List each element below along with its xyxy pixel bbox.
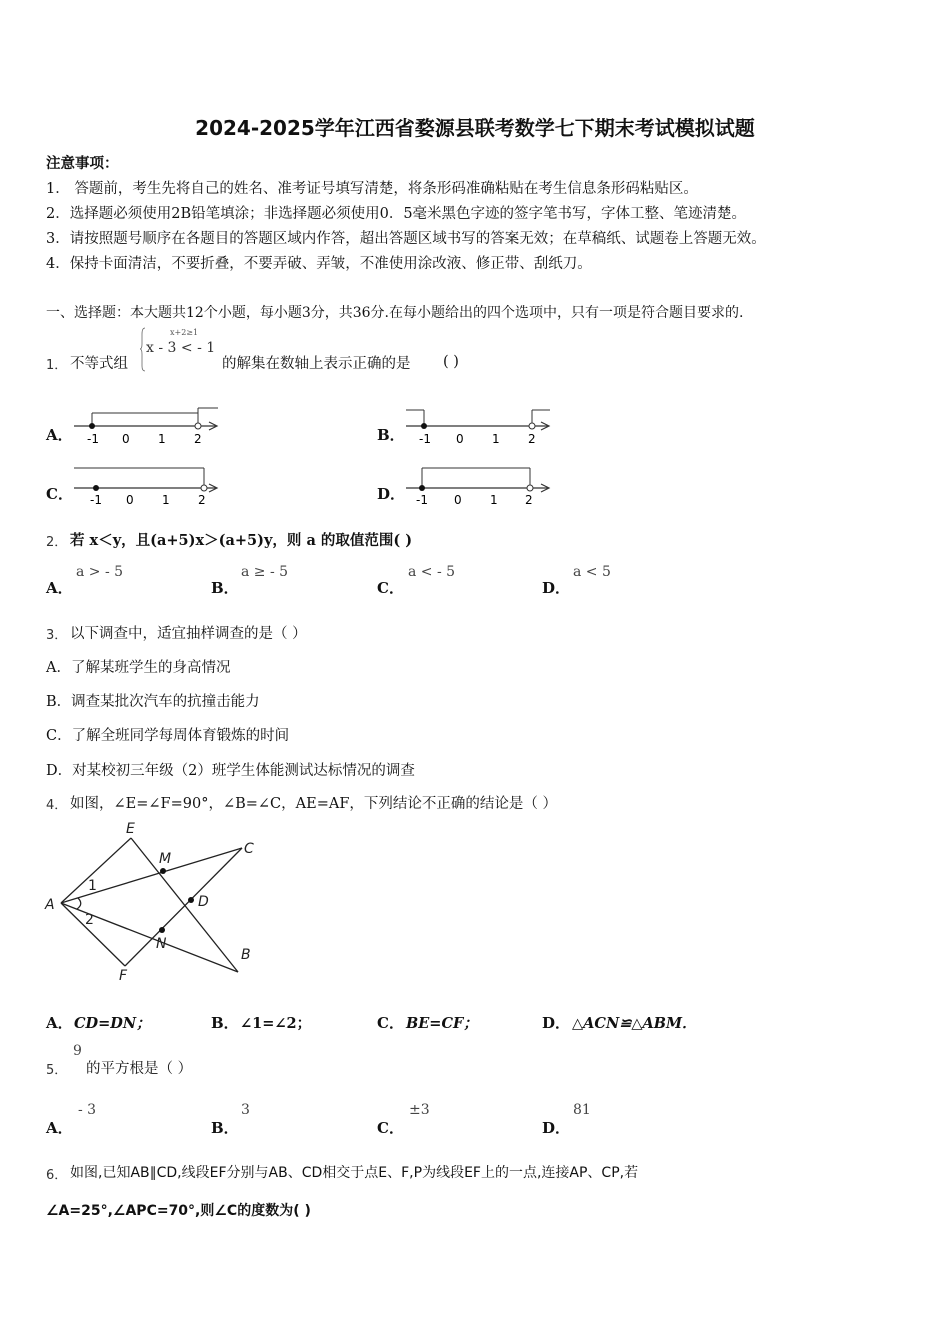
label-n: N: [156, 936, 167, 952]
q6-stem-line-2: ∠A=25°,∠APC=70°,则∠C的度数为( ): [46, 1203, 311, 1219]
notice-item-2: 2．选择题必须使用2B铅笔填涂；非选择题必须使用0．5毫米黑色字迹的签字笔书写，字体工整、笔迹清楚。: [46, 206, 747, 222]
q5-option-c-label[interactable]: C．: [377, 1119, 404, 1137]
q3-option-d[interactable]: D．对某校初三年级（2）班学生体能测试达标情况的调查: [46, 763, 415, 779]
q5-option-b-value[interactable]: 3: [241, 1102, 250, 1118]
q2-option-c-value[interactable]: a < - 5: [408, 564, 456, 580]
tick-label: -1: [87, 432, 99, 446]
tick-label: 1: [158, 432, 166, 446]
q4-number: 4．: [46, 798, 68, 813]
tick-label: 2: [198, 493, 206, 507]
q5-stem: 的平方根是（ ）: [86, 1061, 193, 1077]
q1-stem-pre: 不等式组: [70, 356, 128, 372]
q5-option-d-value[interactable]: 81: [573, 1102, 591, 1118]
label-1: 1: [88, 878, 97, 894]
q1-option-c-label[interactable]: C．: [46, 485, 73, 503]
notice-heading: 注意事项：: [46, 155, 119, 172]
q5-option-b-label[interactable]: B．: [211, 1119, 239, 1137]
q2-option-b-label[interactable]: B．: [211, 579, 239, 597]
q1-system-top: x+2≥1: [170, 328, 199, 337]
tick-label: 2: [525, 493, 533, 507]
q2-number: 2．: [46, 535, 68, 550]
q1-option-b-numberline[interactable]: [402, 404, 562, 448]
label-c: C: [244, 841, 254, 857]
label-m: M: [159, 851, 172, 867]
q2-option-d-value[interactable]: a < 5: [573, 564, 611, 580]
q3-option-a[interactable]: A．了解某班学生的身高情况: [46, 660, 231, 676]
q2-stem: 若 x＜y，且(a+5)x＞(a+5)y，则 a 的取值范围( ): [70, 532, 413, 549]
tick-label: 0: [454, 493, 462, 507]
tick-label: 0: [126, 493, 134, 507]
q6-stem-line-1: 如图,已知AB∥CD,线段EF分别与AB、CD相交于点E、F,P为线段EF上的一点,连接AP、CP,若: [70, 1165, 639, 1181]
q4-stem: 如图，∠E=∠F=90°，∠B=∠C，AE=AF，下列结论不正确的结论是（ ）: [70, 796, 557, 812]
tick-label: 1: [492, 432, 500, 446]
q1-option-c-numberline[interactable]: [70, 462, 230, 508]
q4-option-c-value[interactable]: BE=CF；: [406, 1015, 478, 1032]
q5-number: 5．: [46, 1063, 68, 1078]
q2-option-b-value[interactable]: a ≥ - 5: [241, 564, 289, 580]
tick-label: -1: [419, 432, 431, 446]
q5-option-a-label[interactable]: A．: [46, 1119, 73, 1137]
page-title: 2024-2025学年江西省婺源县联考数学七下期末考试模拟试题: [195, 116, 755, 140]
q5-option-c-value[interactable]: ±3: [409, 1102, 430, 1118]
q4-option-c-label[interactable]: C．: [377, 1014, 404, 1032]
q2-option-a-value[interactable]: a > - 5: [76, 564, 124, 580]
notice-item-1: 1． 答题前，考生先将自己的姓名、准考证号填写清楚，将条形码准确粘贴在考生信息条形码粘贴区。: [46, 181, 698, 197]
q4-option-b-label[interactable]: B．: [211, 1014, 239, 1032]
notice-item-3: 3．请按照题号顺序在各题目的答题区域内作答，超出答题区域书写的答案无效；在草稿纸、试题卷上答题无效。: [46, 231, 766, 247]
q2-option-c-label[interactable]: C．: [377, 579, 404, 597]
label-d: D: [198, 894, 209, 910]
q1-system-bottom: x - 3 < - 1: [146, 340, 216, 356]
q3-option-b[interactable]: B．调查某批次汽车的抗撞击能力: [46, 694, 260, 710]
q3-number: 3．: [46, 628, 68, 643]
q3-stem: 以下调查中，适宜抽样调查的是（ ）: [70, 626, 307, 642]
q3-option-c[interactable]: C．了解全班同学每周体育锻炼的时间: [46, 728, 290, 744]
q1-number: 1．: [46, 358, 68, 373]
tick-label: 1: [490, 493, 498, 507]
label-2: 2: [85, 912, 94, 928]
label-b: B: [241, 947, 251, 963]
tick-label: -1: [90, 493, 102, 507]
q1-paren: ( ): [443, 354, 459, 370]
q2-option-d-label[interactable]: D．: [542, 579, 571, 597]
tick-label: 0: [122, 432, 130, 446]
tick-label: 1: [162, 493, 170, 507]
q5-radicand: 9: [73, 1043, 82, 1059]
tick-label: 0: [456, 432, 464, 446]
q1-inequality-system: [140, 326, 220, 372]
label-e: E: [126, 821, 135, 837]
q4-option-a-value[interactable]: CD=DN；: [74, 1015, 151, 1032]
tick-label: 2: [194, 432, 202, 446]
q1-option-b-label[interactable]: B．: [377, 426, 405, 444]
tick-label: 2: [528, 432, 536, 446]
label-a: A: [45, 897, 55, 913]
q5-option-d-label[interactable]: D．: [542, 1119, 571, 1137]
notice-item-4: 4．保持卡面清洁，不要折叠，不要弄破、弄皱，不准使用涂改液、修正带、刮纸刀。: [46, 256, 592, 272]
q1-option-d-numberline[interactable]: [402, 462, 562, 508]
q1-option-d-label[interactable]: D．: [377, 485, 406, 503]
q1-stem-post: 的解集在数轴上表示正确的是: [222, 356, 411, 372]
q5-option-a-value[interactable]: - 3: [78, 1102, 97, 1118]
q4-geometry-figure: [40, 818, 270, 988]
q1-option-a-numberline[interactable]: [70, 404, 230, 448]
q4-option-a-label[interactable]: A．: [46, 1014, 73, 1032]
q6-number: 6．: [46, 1168, 68, 1183]
q4-option-b-value[interactable]: ∠1=∠2；: [240, 1015, 312, 1032]
tick-label: -1: [416, 493, 428, 507]
q2-option-a-label[interactable]: A．: [46, 579, 73, 597]
label-f: F: [119, 968, 128, 984]
q4-option-d-label[interactable]: D．: [542, 1014, 571, 1032]
section-1-heading: 一、选择题：本大题共12个小题，每小题3分，共36分.在每小题给出的四个选项中，只有一项是符合题目要求的.: [46, 305, 744, 321]
q1-option-a-label[interactable]: A．: [46, 426, 73, 444]
q4-option-d-value[interactable]: △ACN≌△ABM．: [572, 1015, 697, 1032]
